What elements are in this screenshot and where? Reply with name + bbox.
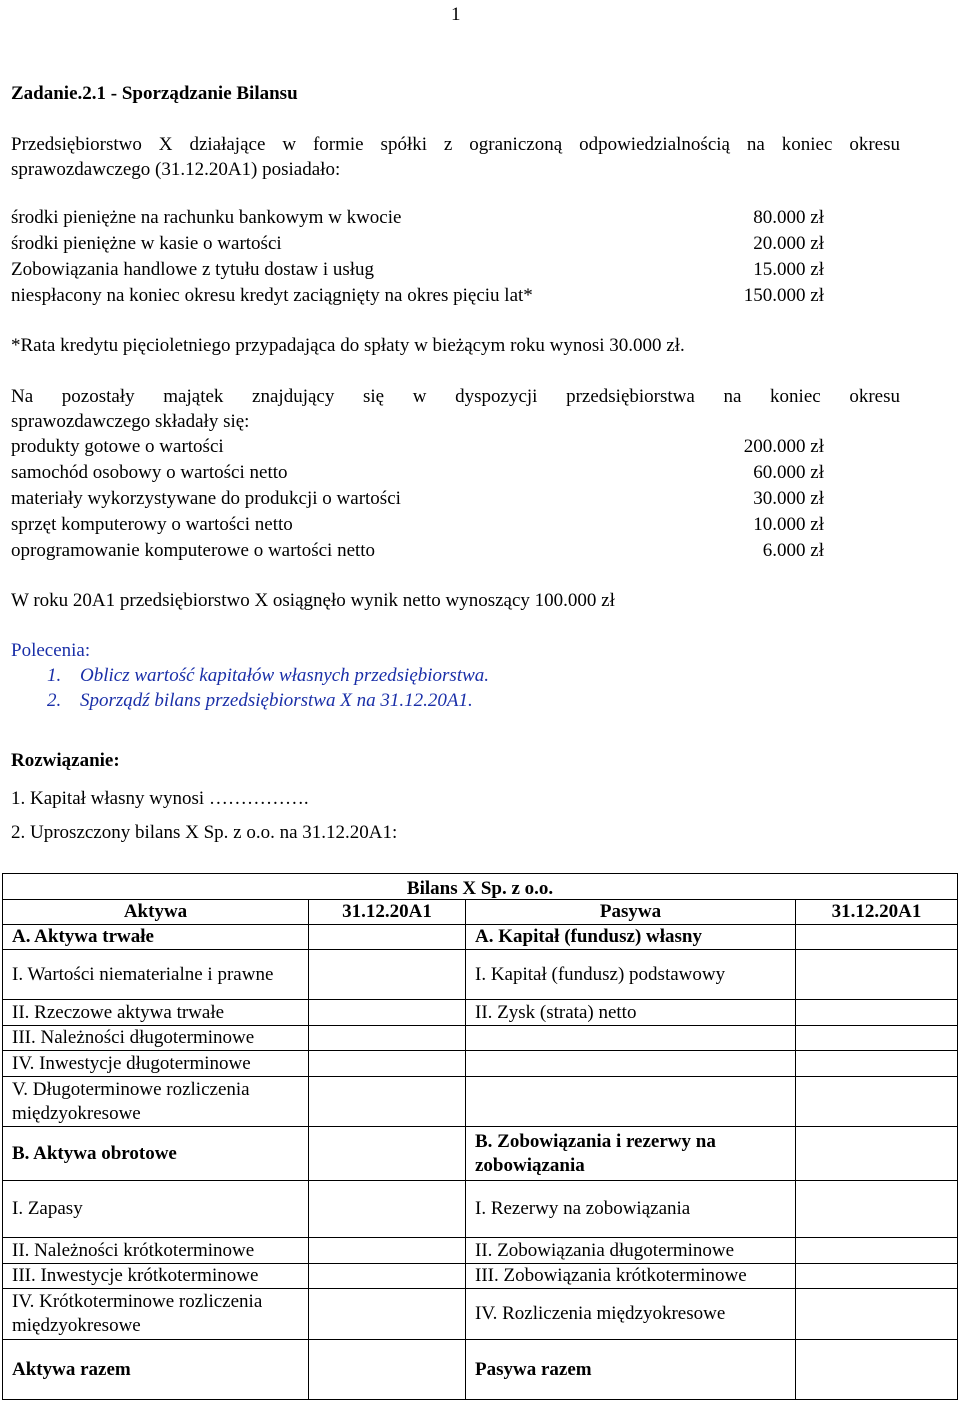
- liabilities-value-cell: [796, 1026, 958, 1051]
- liabilities-value-cell: [796, 1181, 958, 1238]
- asset-label: środki pieniężne w kasie o wartości: [11, 233, 282, 254]
- asset-label: środki pieniężne na rachunku bankowym w kwocie: [11, 207, 402, 228]
- intro-line-1: Przedsiębiorstwo X działające w formie spółki z ograniczoną odpowiedzialnością na koniec okresu: [11, 134, 900, 155]
- assets-value-cell: [309, 925, 466, 950]
- liabilities-cell: IV. Rozliczenia międzyokresowe: [466, 1289, 796, 1340]
- liabilities-cell: III. Zobowiązania krótkoterminowe: [466, 1264, 796, 1289]
- result-line: W roku 20A1 przedsiębiorstwo X osiągnęło wynik netto wynoszący 100.000 zł: [11, 590, 615, 611]
- solution-line-2: 2. Uproszczony bilans X Sp. z o.o. na 31.12.20A1:: [11, 822, 398, 843]
- liabilities-cell: [466, 1051, 796, 1077]
- assets-cell: III. Należności długoterminowe: [3, 1026, 309, 1051]
- liabilities-cell: [466, 1026, 796, 1051]
- asset-label: samochód osobowy o wartości netto: [11, 462, 288, 483]
- liabilities-value-cell: [796, 950, 958, 1000]
- paragraph-2-line-1: Na pozostały majątek znajdujący się w dyspozycji przedsiębiorstwa na koniec okresu: [11, 386, 900, 407]
- assets-cell: I. Wartości niematerialne i prawne: [3, 950, 309, 1000]
- asset-label: Zobowiązania handlowe z tytułu dostaw i usług: [11, 259, 375, 280]
- assets-cell: IV. Krótkoterminowe rozliczenia międzyokresowe: [3, 1289, 309, 1340]
- header-liabilities: Pasywa: [466, 900, 796, 925]
- table-row: [3, 1077, 958, 1127]
- assets-value-cell: [309, 1000, 466, 1026]
- table-row: [3, 1264, 958, 1289]
- assets-value-cell: [309, 1340, 466, 1400]
- table-row: [3, 1051, 958, 1077]
- liabilities-cell: II. Zobowiązania długoterminowe: [466, 1238, 796, 1264]
- page-title: Zadanie.2.1 - Sporządzanie Bilansu: [11, 83, 298, 104]
- liabilities-total-cell: Pasywa razem: [466, 1340, 796, 1400]
- asset-label: sprzęt komputerowy o wartości netto: [11, 514, 293, 535]
- asset-value: 80.000 zł: [753, 207, 824, 228]
- asset-value: 30.000 zł: [753, 488, 824, 509]
- liabilities-cell: II. Zysk (strata) netto: [466, 1000, 796, 1026]
- intro-line-2: sprawozdawczego (31.12.20A1) posiadało:: [11, 159, 341, 180]
- liabilities-value-cell: [796, 1340, 958, 1400]
- assets-value-cell: [309, 1127, 466, 1181]
- table-row: [3, 1000, 958, 1026]
- balance-title: Bilans X Sp. z o.o.: [3, 874, 958, 900]
- liabilities-value-cell: [796, 1127, 958, 1181]
- asset-value: 60.000 zł: [753, 462, 824, 483]
- footnote: *Rata kredytu pięcioletniego przypadająca do spłaty w bieżącym roku wynosi 30.000 zł.: [11, 335, 685, 356]
- assets-value-cell: [309, 1238, 466, 1264]
- header-assets: Aktywa: [3, 900, 309, 925]
- asset-value: 6.000 zł: [762, 540, 824, 561]
- paragraph-2-line-2: sprawozdawczego składały się:: [11, 411, 250, 432]
- assets-cell: I. Zapasy: [3, 1181, 309, 1238]
- table-row: [3, 1127, 958, 1181]
- asset-label: materiały wykorzystywane do produkcji o wartości: [11, 488, 401, 509]
- command-item: Oblicz wartość kapitałów własnych przedsiębiorstwa.: [80, 665, 490, 686]
- solution-line-1: 1. Kapitał własny wynosi …………….: [11, 788, 309, 809]
- header-assets-date: 31.12.20A1: [309, 900, 466, 925]
- liabilities-value-cell: [796, 925, 958, 950]
- page-number: 1: [451, 4, 461, 25]
- assets-value-cell: [309, 1051, 466, 1077]
- liabilities-cell: I. Rezerwy na zobowiązania: [466, 1181, 796, 1238]
- asset-value: 150.000 zł: [743, 285, 824, 306]
- assets-value-cell: [309, 1077, 466, 1127]
- asset-label: oprogramowanie komputerowe o wartości netto: [11, 540, 376, 561]
- liabilities-cell: A. Kapitał (fundusz) własny: [466, 925, 796, 950]
- table-row: [3, 1238, 958, 1264]
- assets-cell: III. Inwestycje krótkoterminowe: [3, 1264, 309, 1289]
- liabilities-value-cell: [796, 1289, 958, 1340]
- assets-cell: IV. Inwestycje długoterminowe: [3, 1051, 309, 1077]
- assets-value-cell: [309, 1289, 466, 1340]
- table-row: [3, 925, 958, 950]
- liabilities-cell: [466, 1077, 796, 1127]
- asset-label: niespłacony na koniec okresu kredyt zaciągnięty na okres pięciu lat*: [11, 285, 533, 306]
- table-row: [3, 1289, 958, 1340]
- asset-value: 200.000 zł: [743, 436, 824, 457]
- solution-heading: Rozwiązanie:: [11, 750, 120, 771]
- liabilities-cell: B. Zobowiązania i rezerwy na zobowiązania: [466, 1127, 796, 1181]
- table-row: [3, 1340, 958, 1400]
- command-number: 1.: [47, 665, 62, 686]
- liabilities-value-cell: [796, 1000, 958, 1026]
- command-number: 2.: [47, 690, 62, 711]
- assets-value-cell: [309, 950, 466, 1000]
- assets-cell: V. Długoterminowe rozliczenia międzyokresowe: [3, 1077, 309, 1127]
- liabilities-cell: I. Kapitał (fundusz) podstawowy: [466, 950, 796, 1000]
- assets-total-cell: Aktywa razem: [3, 1340, 309, 1400]
- assets-cell: B. Aktywa obrotowe: [3, 1127, 309, 1181]
- assets-value-cell: [309, 1264, 466, 1289]
- liabilities-value-cell: [796, 1238, 958, 1264]
- balance-sheet-table: [2, 873, 958, 1400]
- asset-value: 10.000 zł: [753, 514, 824, 535]
- header-liabilities-date: 31.12.20A1: [796, 900, 958, 925]
- assets-cell: II. Rzeczowe aktywa trwałe: [3, 1000, 309, 1026]
- assets-value-cell: [309, 1026, 466, 1051]
- table-row: [3, 950, 958, 1000]
- command-item: Sporządź bilans przedsiębiorstwa X na 31.12.20A1.: [80, 690, 473, 711]
- asset-value: 15.000 zł: [753, 259, 824, 280]
- table-row: [3, 1026, 958, 1051]
- assets-cell: A. Aktywa trwałe: [3, 925, 309, 950]
- liabilities-value-cell: [796, 1051, 958, 1077]
- assets-value-cell: [309, 1181, 466, 1238]
- liabilities-value-cell: [796, 1077, 958, 1127]
- liabilities-value-cell: [796, 1264, 958, 1289]
- asset-value: 20.000 zł: [753, 233, 824, 254]
- commands-heading: Polecenia:: [11, 640, 91, 661]
- assets-cell: II. Należności krótkoterminowe: [3, 1238, 309, 1264]
- asset-label: produkty gotowe o wartości: [11, 436, 224, 457]
- table-row: [3, 1181, 958, 1238]
